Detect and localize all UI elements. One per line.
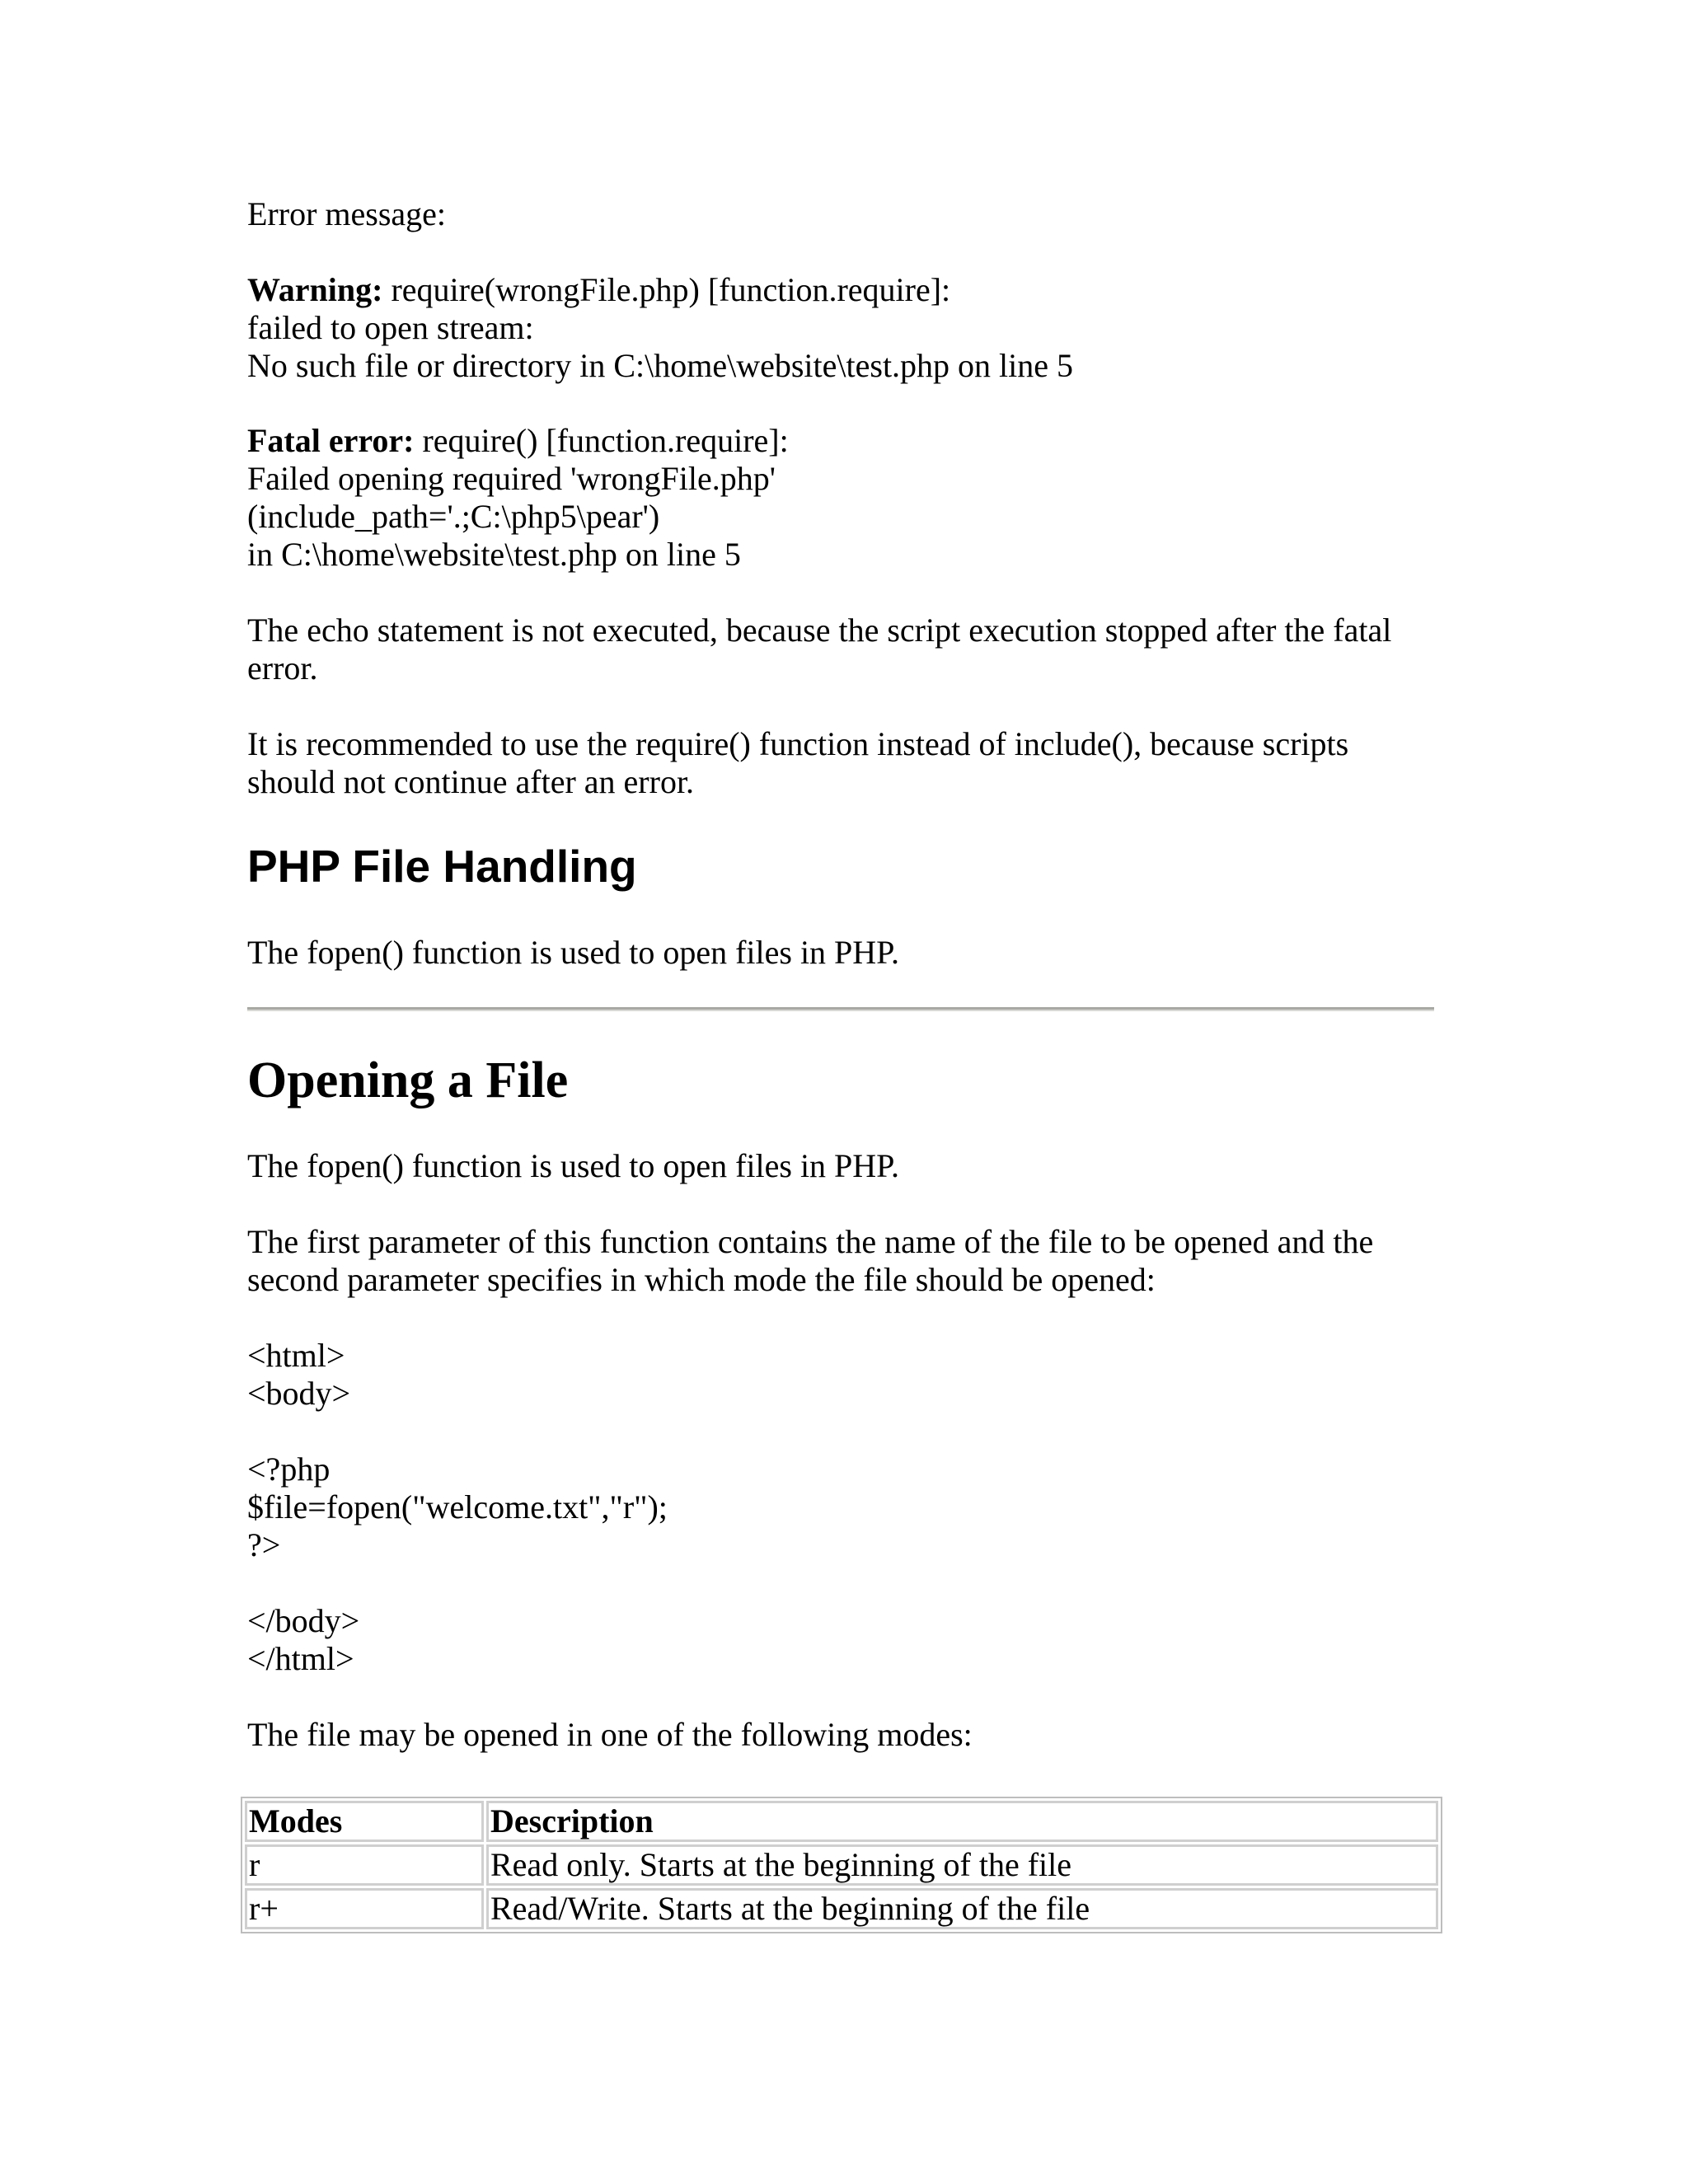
code-line: <?php [247, 1451, 331, 1488]
code-line: <body> [247, 1375, 351, 1412]
modes-table [241, 1797, 1442, 1933]
warning-line-2: failed to open stream: [247, 309, 534, 346]
opening-file-heading: Opening a File [247, 1052, 569, 1108]
horizontal-divider [247, 1007, 1434, 1011]
warning-line-1 [247, 271, 950, 309]
modes-intro: The file may be opened in one of the following modes: [247, 1716, 973, 1753]
recommend-note: It is recommended to use the require() function instead of include(), because scripts should not continue after an error. [247, 725, 1349, 800]
code-line: ?> [247, 1526, 281, 1563]
fatal-line-1 [247, 422, 789, 460]
file-handling-intro: The fopen() function is used to open files in PHP. [247, 934, 899, 971]
code-line: <html> [247, 1337, 345, 1374]
table-row [245, 1844, 1438, 1886]
table-cell: r [245, 1844, 484, 1886]
code-line: </html> [247, 1640, 354, 1677]
file-handling-heading: PHP File Handling [247, 841, 637, 892]
param-note: The first parameter of this function contains the name of the file to be opened and the second parameter specifies in which mode the file should be opened: [247, 1223, 1374, 1298]
warning-line-3: No such file or directory in C:\home\website\test.php on line 5 [247, 347, 1074, 384]
fatal-label: Fatal error: [247, 422, 415, 459]
table-header-cell: Description [486, 1801, 1438, 1842]
table-cell: r+ [245, 1888, 484, 1929]
warning-text: require(wrongFile.php) [function.require]: [382, 271, 951, 308]
table-header-row [245, 1801, 1438, 1842]
opening-file-intro: The fopen() function is used to open files in PHP. [247, 1147, 899, 1184]
table-row [245, 1888, 1438, 1929]
warning-label: Warning: [247, 271, 383, 308]
code-line: </body> [247, 1602, 360, 1639]
fatal-line-2: Failed opening required 'wrongFile.php' [247, 460, 776, 497]
code-line: $file=fopen("welcome.txt","r"); [247, 1488, 668, 1526]
table-cell: Read only. Starts at the beginning of the file [486, 1844, 1438, 1886]
echo-note: The echo statement is not executed, because the script execution stopped after the fatal error. [247, 612, 1392, 687]
table-cell: Read/Write. Starts at the beginning of the file [486, 1888, 1438, 1929]
error-message-intro: Error message: [247, 195, 447, 232]
table-header-cell: Modes [245, 1801, 484, 1842]
fatal-line-4: in C:\home\website\test.php on line 5 [247, 536, 741, 573]
fatal-line-3: (include_path='.;C:\php5\pear') [247, 498, 660, 535]
fatal-text: require() [function.require]: [414, 422, 789, 459]
